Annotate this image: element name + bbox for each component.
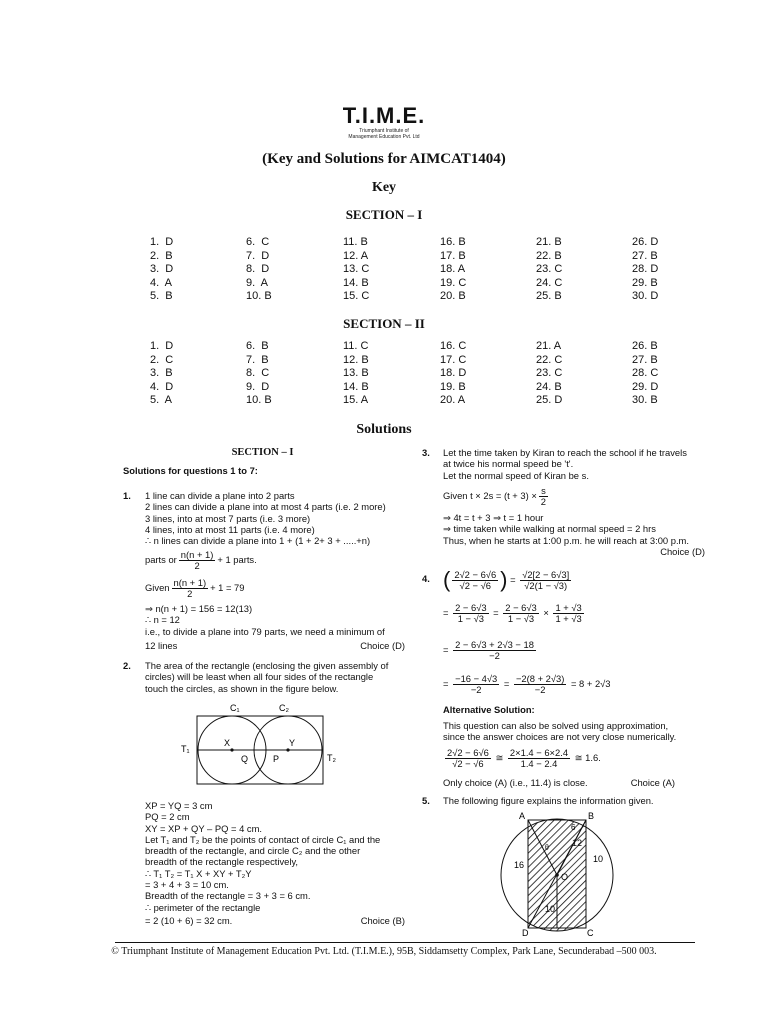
- section2-key-column: [150, 340, 173, 408]
- section1-heading: SECTION – I: [345, 207, 423, 222]
- q3-choice: Choice (D): [660, 546, 705, 557]
- section1-answer: 27. B: [632, 249, 658, 262]
- section1-answer: 12. A: [343, 249, 369, 262]
- q1-last: 12 lines: [145, 640, 178, 651]
- page-title: (Key and Solutions for AIMCAT1404): [262, 151, 506, 167]
- alt-eq-a: [445, 748, 491, 769]
- section1-answer: 23. C: [536, 263, 563, 275]
- q1-more: [145, 603, 405, 637]
- section2-answer: 30. B: [632, 394, 658, 406]
- solutions-heading: Solutions: [356, 422, 412, 437]
- q3-more: [443, 512, 713, 546]
- alt-eq: $\frac{2√2 - 6√6}{√2 - √6}$ ≅ $\frac{2\times 1.4 - 6\times 2.4}{1.4 - 2.4}$ ≅ 1.6.: [447, 746, 601, 769]
- q4-eq2: = $\frac{2 - 6√3}{1 - √3}$ = $\frac{2 - 6√3}{1 - √3}$ × $\frac{1 + √3}{1 + √3}$: [443, 601, 582, 624]
- q4-eq2-a-num: 2 − 6√3: [455, 601, 487, 613]
- alt-eq-a-num: 2√2 − 6√6: [447, 746, 489, 758]
- section2-answer: 13. B: [343, 367, 369, 379]
- label-c: C: [587, 928, 594, 938]
- section2-answer: 25. D: [536, 394, 563, 406]
- section1-key-column: [343, 236, 369, 304]
- q3-more-line: ⇒ time taken while walking at normal speed = 2 hrs: [443, 523, 656, 535]
- solutions-intro: Solutions for questions 1 to 7:: [123, 465, 258, 476]
- alt-heading: Alternative Solution:: [443, 704, 535, 715]
- q2-line: touch the circles, as shown in the figure below.: [145, 682, 339, 694]
- alt-eq-b-num: 2×1.4 − 6×2.4: [509, 746, 569, 758]
- section2-answer: 1. D: [150, 340, 174, 352]
- point-y: [286, 748, 289, 751]
- q4-eq4-b: [514, 674, 566, 695]
- q1-frac-num: n(n + 1): [180, 548, 214, 560]
- footer-divider: [115, 942, 695, 943]
- label-c2: C₂: [279, 703, 289, 713]
- q4-eq2-b-num: 2 − 6√3: [505, 601, 537, 613]
- label-p: P: [273, 754, 280, 764]
- q1-more-line: i.e., to divide a plane into 79 parts, we need a minimum of: [145, 625, 385, 637]
- section2-key-column: [536, 340, 562, 408]
- section2-answer: 6. B: [246, 340, 269, 352]
- q1-parts-pre: parts or: [145, 554, 177, 566]
- q3-given: Given t × 2s = (t + 3) ×: [443, 490, 537, 502]
- q3-line: Let the normal speed of Kiran be s.: [443, 469, 589, 481]
- section2-answer: 23. C: [536, 367, 563, 379]
- section1-answer: 8. D: [246, 263, 270, 275]
- q4-eq4-a-num: −16 − 4√3: [455, 672, 498, 684]
- section2-answer: 7. B: [246, 353, 269, 366]
- label-y: Y: [289, 738, 296, 748]
- section2-answer: 17. C: [440, 353, 467, 366]
- q4-eq2-b-den: 1 − √3: [507, 612, 535, 624]
- section1-answer: 3. D: [150, 263, 174, 275]
- q1-line: 1 line can divide a plane into 2 parts: [145, 490, 295, 501]
- section2-answer: 16. C: [440, 340, 467, 352]
- q2-block: [145, 660, 410, 694]
- section2-answer: 3. B: [150, 367, 173, 379]
- q4-eq2-c-den: 1 + √3: [555, 612, 582, 624]
- label-12: 12: [572, 838, 583, 848]
- key-heading: Key: [371, 180, 397, 195]
- q1-given-frac-den: 2: [187, 587, 193, 599]
- q2-after-line: Let T₁ and T₂ be the points of contact of circle C₁ and the: [145, 833, 381, 845]
- q4-eq2-b: [503, 603, 538, 624]
- section1-answer: 10. B: [246, 290, 272, 302]
- section2-answer: 20. A: [440, 394, 466, 406]
- alt-line: This question can also be solved using approximation,: [443, 720, 669, 731]
- label-a: A: [519, 811, 526, 821]
- section1-answer: 17. B: [440, 249, 466, 262]
- q4-eq3-den: −2: [489, 649, 500, 661]
- section1-answer: 5. B: [150, 290, 173, 302]
- section1-answer: 26. D: [632, 236, 659, 248]
- section1-answer: 25. B: [536, 290, 562, 302]
- q1-line: 4 lines, into at most 11 parts (i.e. 4 more): [145, 523, 315, 535]
- section1-answer: 22. B: [536, 249, 562, 262]
- section1-key-column: [632, 236, 658, 304]
- section2-answer: 26. B: [632, 340, 658, 352]
- q4-eq2-c-num: 1 + √3: [555, 601, 582, 613]
- q4-eq1-left-num: 2√2 − 6√6: [454, 568, 497, 580]
- q3-line: Let the time taken by Kiran to reach the school if he travels: [443, 447, 687, 458]
- q2-after-line: Breadth of the rectangle = 3 + 3 = 6 cm.: [145, 890, 311, 902]
- label-10-bottom: 10: [545, 904, 556, 914]
- section1-key-column: [536, 236, 562, 304]
- q4-eq3: = $\frac{2 - 6√3 + 2√3 - 18}{-2}$: [443, 638, 534, 661]
- section1-answer: 11. B: [343, 236, 368, 248]
- section2-key-column: [440, 340, 466, 408]
- q1-more-line: ⇒ n(n + 1) = 156 = 12(13): [145, 603, 253, 614]
- q2-after-line: breadth of the rectangle, and circle C₂ and the other: [145, 845, 361, 857]
- circle-rectangle-figure: [495, 808, 620, 938]
- alt-only: Only choice (A) (i.e., 11.4) is close.: [443, 777, 588, 788]
- section1-key-grid: [0, 236, 768, 306]
- section1-answer: 7. D: [246, 249, 270, 262]
- label-theta: θ: [545, 843, 549, 852]
- q1-number: 1.: [123, 490, 131, 501]
- q3-frac-den: 2: [540, 495, 547, 507]
- section1-answer: 18. A: [440, 263, 466, 275]
- section1-answer: 9. A: [246, 276, 269, 289]
- alt-eq-a-den: √2 − √6: [452, 757, 484, 769]
- footer-text: © Triumphant Institute of Management Education Pvt. Ltd. (T.I.M.E.), 95B, Siddamsetty Complex, Park Lane, Secunderabad –500 003.: [111, 946, 657, 957]
- q1-given-fraction: [172, 578, 209, 599]
- section1-answer: 13. C: [343, 263, 370, 275]
- q2-last: = 2 (10 + 6) = 32 cm.: [145, 915, 233, 926]
- section1-key-column: [440, 236, 466, 304]
- section1-answer: 6. C: [246, 236, 270, 248]
- q1-more-line: ∴ n = 12: [145, 614, 180, 626]
- q3-fraction: [539, 486, 548, 507]
- section1-answer: 20. B: [440, 290, 466, 302]
- q2-line: The area of the rectangle (enclosing the given assembly of: [145, 660, 389, 671]
- section2-answer: 19. B: [440, 380, 466, 393]
- q1-parts-line: [145, 548, 257, 572]
- label-16: 16: [514, 860, 525, 870]
- section2-answer: 4. D: [150, 380, 174, 393]
- q3-more-line: Thus, when he starts at 1:00 p.m. he will reach at 3:00 p.m.: [443, 534, 689, 546]
- q4-eq1-right: [520, 570, 571, 591]
- q4-eq1-right-num: √2[2 − 6√3]: [522, 568, 570, 580]
- section1-answer: 4. A: [150, 276, 173, 289]
- section1-key-column: [150, 236, 173, 304]
- q3-more-line: ⇒ 4t = t + 3 ⇒ t = 1 hour: [443, 512, 544, 523]
- section2-answer: 5. A: [150, 394, 173, 406]
- q1-fraction: [179, 550, 216, 571]
- q3-given-line: [443, 484, 550, 508]
- q1-given-post: + 1 = 79: [210, 582, 245, 594]
- q4-number: 4.: [422, 573, 430, 584]
- section2-answer: 14. B: [343, 380, 369, 393]
- alt-line: since the answer choices are not very close numerically.: [443, 731, 677, 743]
- q4-eq2-c: [553, 603, 583, 624]
- section1-answer: 1. D: [150, 236, 174, 248]
- q4-eq2-a-den: 1 − √3: [457, 612, 484, 624]
- q4-eq1-left-den: √2 − √6: [459, 579, 491, 591]
- q2-line: circles) will be least when all four sides of the rectangle: [145, 671, 374, 683]
- left-section-heading: SECTION – I: [231, 447, 294, 458]
- section2-heading: SECTION – II: [343, 316, 425, 331]
- q4-eq2-a: [453, 603, 488, 624]
- q2-after-line: = 3 + 4 + 3 = 10 cm.: [145, 879, 229, 891]
- q2-number: 2.: [123, 660, 131, 671]
- q1-line: 2 lines can divide a plane into at most 4 parts (i.e. 2 more): [145, 501, 386, 513]
- q4-eq4-b-num: −2(8 + 2√3): [515, 672, 565, 684]
- label-10-right: 10: [593, 854, 604, 864]
- section2-key-column: [246, 340, 272, 408]
- label-6: 6: [571, 823, 576, 832]
- q2-after: [145, 800, 410, 913]
- section1-answer: 14. B: [343, 276, 369, 289]
- logo-text: T.I.M.E.: [342, 103, 426, 128]
- label-o: O: [561, 872, 569, 882]
- section2-key-grid: [0, 340, 768, 410]
- logo-subtitle-2: Management Education Pvt. Ltd: [348, 134, 420, 140]
- section1-answer: 30. D: [632, 290, 659, 302]
- q1-line: ∴ n lines can divide a plane into 1 + (1 + 2+ 3 + .....+n): [145, 535, 371, 547]
- q4-eq4-a: [453, 674, 499, 695]
- q2-after-line: PQ = 2 cm: [145, 811, 190, 823]
- q2-after-line: ∴ T₁ T₂ = T₁ X + XY + T₂Y: [145, 867, 252, 879]
- label-c1: C₁: [230, 703, 240, 713]
- q4-eq3-num: 2 − 6√3 + 2√3 − 18: [455, 638, 534, 650]
- section2-answer: 29. D: [632, 380, 659, 393]
- section2-answer: 2. C: [150, 353, 174, 366]
- section2-answer: 8. C: [246, 367, 270, 379]
- q1-given: Given: [145, 582, 170, 594]
- section2-answer: 24. B: [536, 380, 562, 393]
- section2-key-column: [632, 340, 658, 408]
- section2-answer: 22. C: [536, 353, 563, 366]
- q1-line: 3 lines, into at most 7 parts (i.e. 3 more): [145, 512, 311, 524]
- q2-after-line: breadth of the rectangle respectively,: [145, 856, 299, 868]
- logo-subtitle-1: Triumphant Institute of: [359, 128, 409, 134]
- label-b: B: [588, 811, 595, 821]
- alt-eq-b: [508, 748, 570, 769]
- q3-block: [443, 447, 713, 481]
- label-q: Q: [241, 754, 249, 764]
- q1-choice: Choice (D): [360, 640, 405, 651]
- q1-parts-post: + 1 parts.: [217, 554, 257, 566]
- q4-eq4-a-den: −2: [470, 683, 482, 695]
- center-o: [555, 873, 559, 877]
- q2-after-line: ∴ perimeter of the rectangle: [145, 901, 261, 913]
- q1-block: [145, 490, 405, 546]
- section2-answer: 28. C: [632, 367, 659, 379]
- label-t2: T₂: [327, 753, 336, 763]
- section1-answer: 15. C: [343, 290, 370, 302]
- q4-eq1: ( $\frac{2√2 - 6√6}{√2 - √6}$ ) = $\frac{√2[2 - 6√3]}{√2(1 - √3)}$: [443, 567, 570, 592]
- q4-eq4-result: = 8 + 2√3: [570, 678, 611, 690]
- section1-answer: 2. B: [150, 249, 173, 262]
- alt-eq-b-den: 1.4 − 2.4: [520, 757, 558, 769]
- label-t1: T₁: [181, 744, 190, 754]
- section2-answer: 11. C: [343, 340, 369, 352]
- section1-answer: 19. C: [440, 276, 467, 289]
- label-d: D: [522, 928, 529, 938]
- section1-answer: 24. C: [536, 276, 563, 289]
- section2-answer: 9. D: [246, 380, 270, 393]
- q2-choice: Choice (B): [360, 915, 405, 926]
- alt-eq-result: ≅ 1.6.: [574, 752, 601, 764]
- section1-answer: 16. B: [440, 236, 466, 248]
- section2-answer: 21. A: [536, 340, 562, 352]
- section1-key-column: [246, 236, 272, 304]
- section1-answer: 29. B: [632, 276, 658, 289]
- q1-given-frac-num: n(n + 1): [173, 576, 207, 588]
- label-x: X: [224, 738, 231, 748]
- section1-answer: 28. D: [632, 263, 659, 275]
- q5-text: The following figure explains the information given.: [443, 795, 654, 806]
- q4-eq4-b-den: −2: [534, 683, 546, 695]
- section2-key-column: [343, 340, 369, 408]
- section2-answer: 18. D: [440, 367, 467, 379]
- q4-eq3-frac: [453, 640, 536, 661]
- q2-after-line: XY = XP + QY – PQ = 4 cm.: [145, 822, 262, 834]
- point-x: [230, 748, 233, 751]
- q4-eq4: = $\frac{-16 - 4√3}{-2}$ = $\frac{-2(8 + 2√3)}{-2}$ = 8 + 2√3: [443, 672, 611, 695]
- q1-frac-den: 2: [194, 559, 200, 571]
- section2-answer: 27. B: [632, 353, 658, 366]
- q4-choice: Choice (A): [630, 777, 675, 788]
- section1-answer: 21. B: [536, 236, 562, 248]
- q3-number: 3.: [422, 447, 430, 458]
- section2-answer: 10. B: [246, 394, 272, 406]
- alt-block: [443, 720, 713, 743]
- q3-frac-num: s: [539, 486, 548, 497]
- q1-given-line: [145, 576, 244, 600]
- q5-number: 5.: [422, 795, 430, 806]
- q4-eq1-left: [452, 570, 498, 591]
- q4-eq1-right-den: √2(1 − √3): [524, 579, 568, 591]
- q3-line: at twice his normal speed be 't'.: [443, 458, 574, 470]
- section2-answer: 15. A: [343, 394, 369, 406]
- q2-after-line: XP = YQ = 3 cm: [145, 800, 213, 811]
- section2-answer: 12. B: [343, 353, 369, 366]
- circles-figure: [175, 700, 355, 795]
